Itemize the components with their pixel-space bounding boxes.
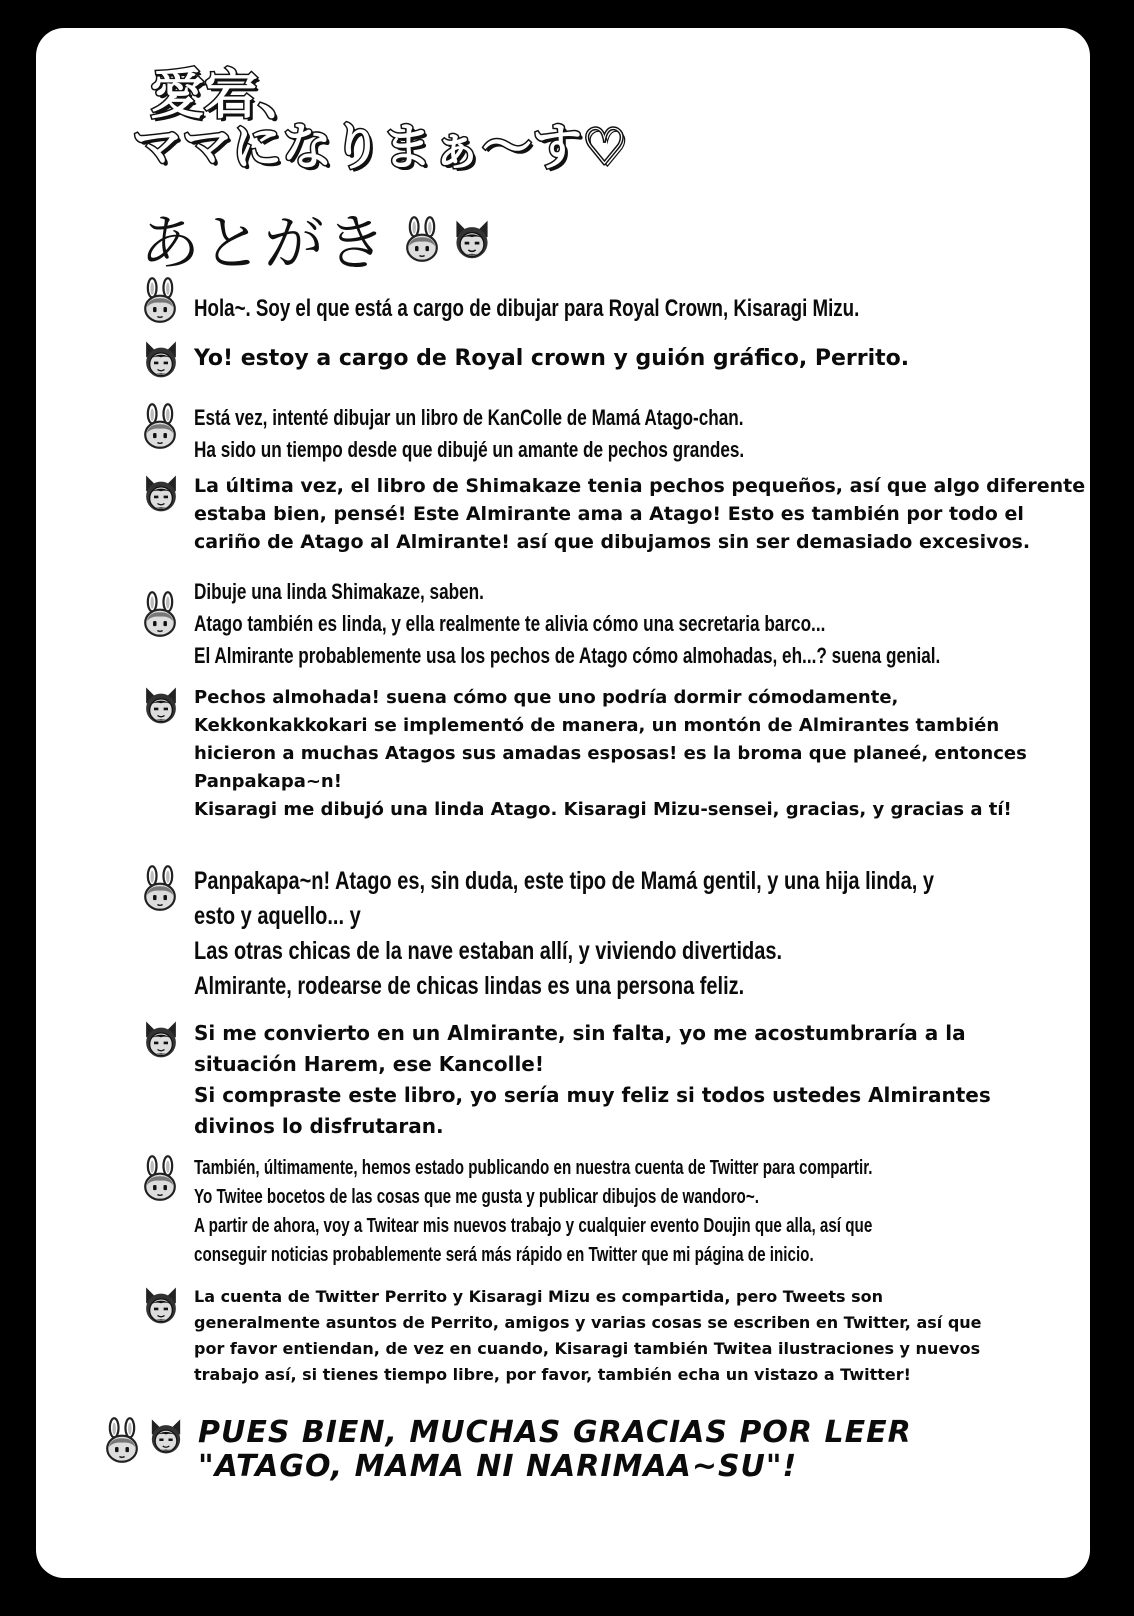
comment-entry — [140, 864, 1090, 1004]
comment-line: Pechos almohada! suena cómo que uno podría dormir cómodamente, — [194, 687, 899, 708]
comment-line: Almirante, rodearse de chicas lindas es una persona feliz. — [194, 972, 745, 1000]
bunny-icon — [140, 402, 186, 450]
dog-icon — [140, 684, 186, 726]
comment-line: conseguir noticias probablemente será más rápido en Twitter que mi página de inicio. — [194, 1244, 814, 1266]
comment-line: Ha sido un tiempo desde que dibujé un amante de pechos grandes. — [194, 437, 745, 462]
comment-line: estaba bien, pensé! Este Almirante ama a Atago! Esto es también por todo el — [194, 503, 1024, 525]
comment-line: También, últimamente, hemos estado publicando en nuestra cuenta de Twitter para compartir. — [194, 1157, 873, 1179]
comment-line: Si me convierto en un Almirante, sin falta, yo me acostumbraría a la — [194, 1021, 966, 1045]
comment-entry — [140, 684, 1090, 824]
comment-line: Yo! estoy a cargo de Royal crown y guión gráfico, Perrito. — [194, 346, 910, 371]
comment-line: generalmente asuntos de Perrito, amigos y varias cosas se escriben en Twitter, así que — [194, 1313, 982, 1332]
title-line-2: ママになりまぁ〜す♡ — [132, 118, 627, 176]
comment-entry — [140, 276, 1090, 324]
dog-icon — [140, 1284, 186, 1326]
comment-entry — [140, 576, 1090, 672]
bunny-icon — [402, 215, 442, 263]
bunny-icon — [140, 276, 186, 324]
comment-line: Está vez, intenté dibujar un libro de KanColle de Mamá Atago-chan. — [194, 405, 744, 430]
dog-icon — [140, 338, 186, 380]
dog-icon — [140, 1018, 186, 1060]
title-line-1: 愛宕、 — [150, 63, 312, 126]
comment-line: cariño de Atago al Almirante! así que dibujamos sin ser demasiado excesivos. — [194, 531, 1031, 553]
comment-line: divinos lo disfrutaran. — [194, 1114, 444, 1138]
comment-line: esto y aquello... y — [194, 902, 361, 930]
comment-line: La última vez, el libro de Shimakaze tenia pechos pequeños, así que algo diferente — [194, 475, 1086, 497]
comment-entry — [140, 1154, 1090, 1270]
closing-line: "ATAGO, MAMA NI NARIMAA~SU"! — [198, 1449, 798, 1484]
comment-entry — [140, 472, 1090, 556]
closing-line: PUES BIEN, MUCHAS GRACIAS POR LEER — [198, 1415, 912, 1450]
comment-entry — [140, 338, 1090, 380]
comment-line: Hola~. Soy el que está a cargo de dibujar para Royal Crown, Kisaragi Mizu. — [194, 295, 860, 322]
comment-entry — [140, 1284, 1090, 1388]
comment-line: Dibuje una linda Shimakaze, saben. — [194, 579, 484, 604]
title-logo — [132, 63, 627, 176]
comment-line: trabajo así, si tienes tiempo libre, por favor, también echa un vistazo a Twitter! — [194, 1365, 911, 1384]
comment-line: Si compraste este libro, yo sería muy feliz si todos ustedes Almirantes — [194, 1083, 991, 1107]
comment-entry — [140, 402, 1090, 466]
bunny-icon — [140, 590, 186, 638]
bunny-icon — [102, 1416, 142, 1464]
comment-line: Las otras chicas de la nave estaban allí, y viviendo divertidas. — [194, 937, 783, 965]
comment-line: por favor entiendan, de vez en cuando, Kisaragi también Twitea ilustraciones y nuevos — [194, 1339, 981, 1358]
comment-line: La cuenta de Twitter Perrito y Kisaragi Mizu es compartida, pero Tweets son — [194, 1287, 884, 1306]
bunny-icon — [140, 1154, 186, 1202]
comment-line: situación Harem, ese Kancolle! — [194, 1052, 544, 1076]
dog-icon — [450, 217, 494, 261]
comment-line: A partir de ahora, voy a Twitear mis nuevos trabajo y cualquier evento Doujin que alla, así que — [194, 1215, 873, 1237]
closing-message — [102, 1416, 912, 1484]
comment-line: Kisaragi me dibujó una linda Atago. Kisaragi Mizu-sensei, gracias, y gracias a tí! — [194, 799, 1012, 820]
comment-line: El Almirante probablemente usa los pechos de Atago cómo almohadas, eh...? suena genial. — [194, 643, 941, 668]
comment-line: Atago también es linda, y ella realmente te alivia cómo una secretaria barco... — [194, 611, 826, 636]
bunny-icon — [140, 864, 186, 912]
dog-icon — [146, 1416, 186, 1464]
comment-entry — [140, 1018, 1090, 1142]
comment-line: hicieron a muchas Atagos sus amadas esposas! es la broma que planeé, entonces — [194, 743, 1027, 764]
comment-line: Panpakapa~n! — [194, 771, 342, 792]
comment-line: Yo Twitee bocetos de las cosas que me gusta y publicar dibujos de wandoro~. — [194, 1186, 759, 1208]
comment-line: Panpakapa~n! Atago es, sin duda, este tipo de Mamá gentil, y una hija linda, y — [194, 867, 934, 895]
dog-icon — [140, 472, 186, 514]
afterword-heading — [140, 196, 494, 282]
comment-line: Kekkonkakkokari se implementó de manera, un montón de Almirantes también — [194, 715, 1000, 736]
afterword-page — [36, 28, 1090, 1578]
afterword-subtitle: あとがき — [140, 209, 388, 279]
